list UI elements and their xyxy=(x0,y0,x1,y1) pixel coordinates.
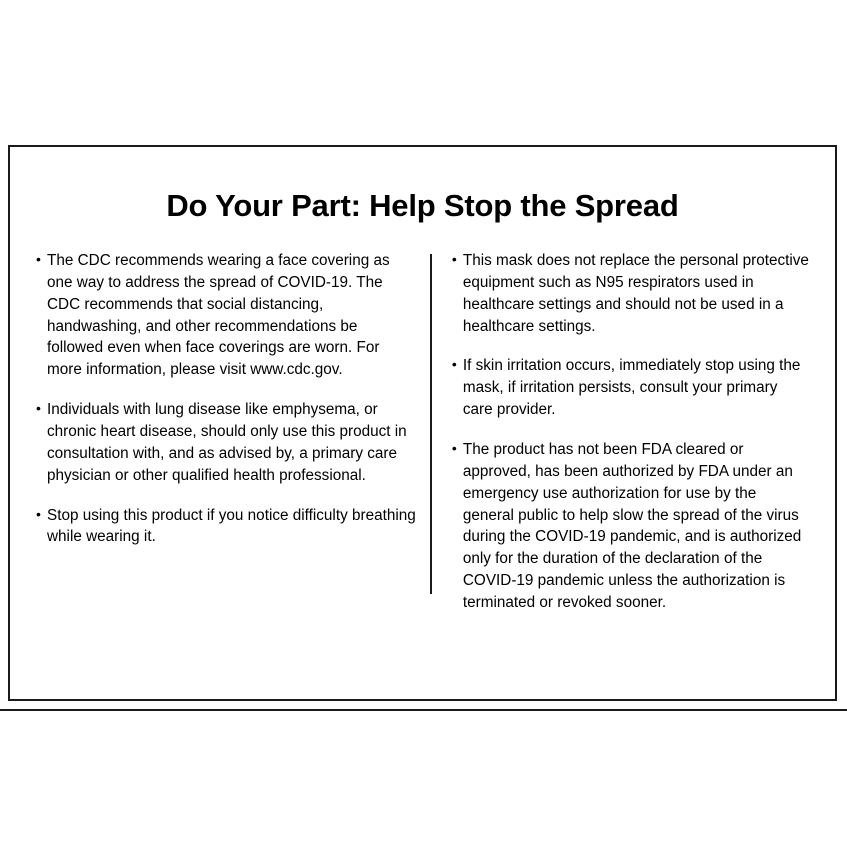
left-bullet-list xyxy=(36,250,416,548)
list-item: • The product has not been FDA cleared or approved, has been authorized by FDA under an emergency use authorization for use by the general public to help slow the spread of the virus during the COVID-19 pandemic, and is authorized only for the duration of the declaration of the COVID-19 pandemic unless the authorization is terminated or revoked sooner. xyxy=(452,439,809,614)
right-bullet-list xyxy=(452,250,809,614)
list-item: • If skin irritation occurs, immediately stop using the mask, if irritation persists, consult your primary care provider. xyxy=(452,355,809,421)
page-bottom-rule xyxy=(0,709,847,711)
card-columns xyxy=(10,224,835,614)
list-item: • The CDC recommends wearing a face covering as one way to address the spread of COVID-19. The CDC recommends that social distancing, handwashing, and other recommendations be followed even when face coverings are worn. For more information, please visit www.cdc.gov. xyxy=(36,250,416,381)
list-item: • Individuals with lung disease like emphysema, or chronic heart disease, should only use this product in consultation with, and as advised by, a primary care physician or other qualified health professional. xyxy=(36,399,416,486)
list-item: • Stop using this product if you notice difficulty breathing while wearing it. xyxy=(36,505,416,549)
page-title: Do Your Part: Help Stop the Spread xyxy=(166,188,679,223)
information-card xyxy=(8,145,837,701)
right-column xyxy=(432,250,809,614)
left-column xyxy=(36,250,430,614)
list-item: • This mask does not replace the personal protective equipment such as N95 respirators used in healthcare settings and should not be used in a healthcare settings. xyxy=(452,250,809,337)
